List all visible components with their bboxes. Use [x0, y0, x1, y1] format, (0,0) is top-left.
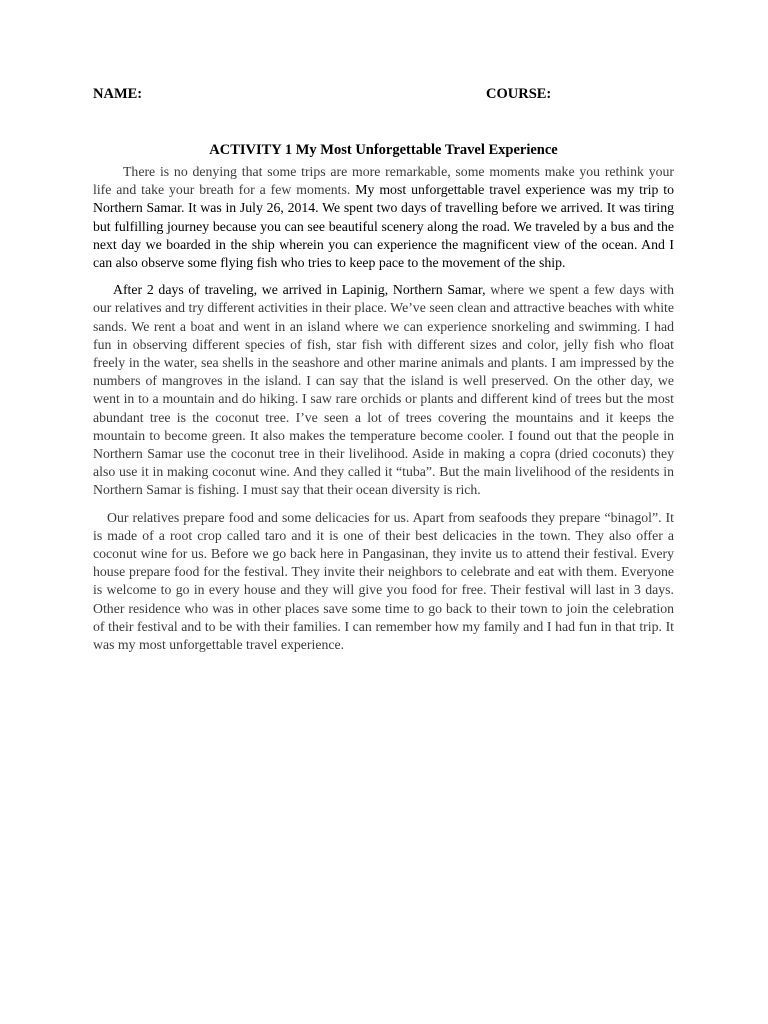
header-row: [93, 86, 674, 108]
paragraph-1-body: My most unforgettable travel experience was my trip to Northern Samar. It was in July 26, 2014. We spent two days of travelling before we arrived. It was tiring but fulfilling journey because you can see beautiful scenery along the road. We traveled by a bus and the next day we boarded in the ship wherein you can experience the magnificent view of the ocean. And I can also observe some flying fish who tries to keep pace to the movement of the ship.: [93, 182, 674, 271]
paragraph-1: [93, 163, 674, 272]
paragraph-1-intro: There is no denying that some trips are more remarkable, some moments make you rethink your life and take your breath for a few moments.: [93, 164, 674, 198]
name-label: NAME:: [93, 86, 143, 102]
paragraph-2: [93, 281, 674, 499]
document-page: [93, 86, 674, 654]
paragraph-2-body: where we spent a few days with our relatives and try different activities in their place. We’ve seen clean and attractive beaches with white sands. We rent a boat and went in an island where we can experience snorkeling and swimming. I had fun in observing different species of fish, star fish with different sizes and color, jelly fish who float freely in the water, sea shells in the seashore and other marine animals and plants. I am impressed by the numbers of mangroves in the island. I can say that the island is well preserved. On the other day, we went in to a mountain and do hiking. I saw rare orchids or plants and different kind of trees but the most abundant tree is the coconut tree. I’ve seen a lot of trees covering the mountains and it keeps the mountain to become green. It also makes the temperature become cooler. I found out that the people in Northern Samar use the coconut tree in their livelihood. Aside in making a copra (dried coconuts) they also use it in making coconut wine. And they called it “tuba”. But the main livelihood of the residents in Northern Samar is fishing. I must say that their ocean diversity is rich.: [93, 282, 675, 498]
paragraph-3: Our relatives prepare food and some delicacies for us. Apart from seafoods they prepare “binagol”. It is made of a root crop called taro and it is one of their best delicacies in the town. They also offer a coconut wine for us. Before we go back here in Pangasinan, they invite us to attend their festival. Every house prepare food for the festival. They invite their neighbors to celebrate and eat with them. Everyone is welcome to go in every house and they will give you food for free. Their festival will last in 3 days. Other residence who was in other places save some time to go back to their town to join the celebration of their festival and to be with their families. I can remember how my family and I had fun in that trip. It was my most unforgettable travel experience.: [93, 509, 674, 653]
course-label: COURSE:: [486, 86, 552, 102]
paragraph-2-intro: After 2 days of traveling, we arrived in Lapinig, Northern Samar,: [113, 282, 486, 298]
activity-title: ACTIVITY 1 My Most Unforgettable Travel Experience: [209, 142, 558, 158]
